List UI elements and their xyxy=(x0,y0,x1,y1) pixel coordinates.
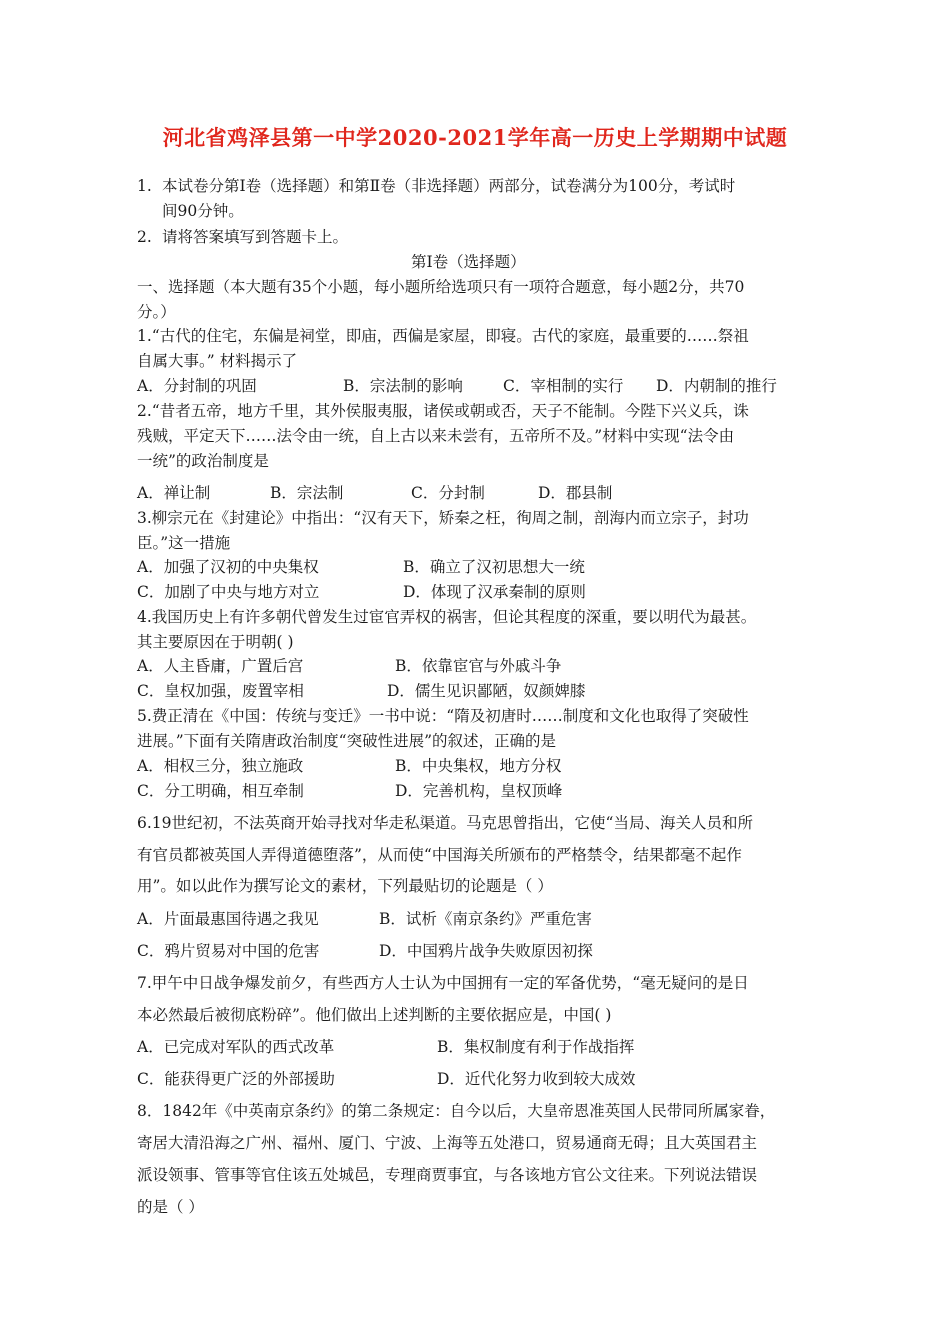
question-2-stem-cont2: 一统”的政治制度是 xyxy=(137,452,269,470)
question-1-stem-cont: 自属大事。” 材料揭示了 xyxy=(137,352,298,370)
question-7-option-d: D．近代化努力收到较大成效 xyxy=(437,1070,636,1088)
note-1-text-cont: 间90分钟。 xyxy=(162,202,244,220)
question-3-option-a: A．加强了汉初的中央集权 xyxy=(137,558,319,576)
question-4-stem: 4.我国历史上有许多朝代曾发生过宦官弄权的祸害，但论其程度的深重，要以明代为最甚。 xyxy=(137,608,757,626)
question-6-stem-cont: 有官员都被英国人弄得道德堕落”，从而使“中国海关所颁布的严格禁令，结果都毫不起作 xyxy=(137,846,742,864)
question-7-option-c: C．能获得更广泛的外部援助 xyxy=(137,1070,335,1088)
question-2-stem: 2.“昔者五帝，地方千里，其外侯服夷服，诸侯或朝或否，天子不能制。今陛下兴义兵，诛 xyxy=(137,402,749,420)
question-6-option-d: D．中国鸦片战争失败原因初探 xyxy=(379,942,593,960)
question-5-option-c: C．分工明确，相互牵制 xyxy=(137,782,304,800)
question-6-option-a: A．片面最惠国待遇之我见 xyxy=(137,910,319,928)
question-7-stem: 7.甲午中日战争爆发前夕，有些西方人士认为中国拥有一定的军备优势，“毫无疑问的是日 xyxy=(137,974,749,992)
question-8-stem-cont: 寄居大清沿海之广州、福州、厦门、宁波、上海等五处港口，贸易通商无碍；且大英国君主 xyxy=(137,1134,758,1152)
question-6-option-b: B．试析《南京条约》严重危害 xyxy=(379,910,592,928)
note-2-text: 请将答案填写到答题卡上。 xyxy=(162,228,349,246)
question-3-option-b: B．确立了汉初思想大一统 xyxy=(403,558,585,576)
question-6-stem-cont2: 用”。如以此作为撰写论文的素材，下列最贴切的论题是（ ） xyxy=(137,877,553,895)
note-1-number: 1. xyxy=(137,177,152,195)
question-6-stem: 6.19世纪初，不法英商开始寻找对华走私渠道。马克思曾指出，它使“当局、海关人员和所 xyxy=(137,814,753,832)
question-4-option-b: B．依靠宦官与外戚斗争 xyxy=(395,657,562,675)
question-2-stem-cont: 残贼，平定天下……法令由一统，自上古以来未尝有，五帝所不及。”材料中实现“法令由 xyxy=(137,427,735,445)
question-8-stem-cont3: 的是（ ） xyxy=(137,1198,204,1216)
instructions-cont: 分。） xyxy=(137,303,176,321)
question-4-option-a: A．人主昏庸，广置后宫 xyxy=(137,657,304,675)
question-1-stem: 1.“古代的住宅，东偏是祠堂，即庙，西偏是家屋，即寝。古代的家庭，最重要的……祭祖 xyxy=(137,327,749,345)
question-5-option-b: B．中央集权，地方分权 xyxy=(395,757,562,775)
question-4-stem-cont: 其主要原因在于明朝( ) xyxy=(137,633,294,651)
question-5-option-a: A．相权三分，独立施政 xyxy=(137,757,304,775)
question-1-option-b: B．宗法制的影响 xyxy=(343,377,463,395)
page-title: 河北省鸡泽县第一中学2020-2021学年高一历史上学期期中试题 xyxy=(162,125,788,150)
section-heading: 第Ⅰ卷（选择题） xyxy=(411,253,526,271)
question-5-stem-cont: 进展。”下面有关隋唐政治制度“突破性进展”的叙述，正确的是 xyxy=(137,732,557,750)
instructions: 一、选择题（本大题有35个小题，每小题所给选项只有一项符合题意，每小题2分，共70 xyxy=(137,278,745,296)
question-5-option-d: D．完善机构，皇权顶峰 xyxy=(395,782,563,800)
question-7-option-b: B．集权制度有利于作战指挥 xyxy=(437,1038,635,1056)
question-5-stem: 5.费正清在《中国：传统与变迁》一书中说：“隋及初唐时……制度和文化也取得了突破性 xyxy=(137,707,749,725)
note-2-number: 2. xyxy=(137,228,152,246)
question-8-stem: 8．1842年《中英南京条约》的第二条规定：自今以后，大皇帝恩准英国人民带同所属家眷， xyxy=(137,1102,776,1120)
question-6-option-c: C．鸦片贸易对中国的危害 xyxy=(137,942,320,960)
question-3-option-c: C．加剧了中央与地方对立 xyxy=(137,583,320,601)
question-2-option-a: A．禅让制 xyxy=(137,484,211,502)
question-4-option-d: D．儒生见识鄙陋，奴颜婢膝 xyxy=(387,682,586,700)
question-2-option-c: C．分封制 xyxy=(411,484,485,502)
question-3-stem-cont: 臣。”这一措施 xyxy=(137,534,231,552)
question-2-option-b: B．宗法制 xyxy=(270,484,344,502)
question-3-option-d: D．体现了汉承秦制的原则 xyxy=(403,583,586,601)
question-7-option-a: A．已完成对军队的西式改革 xyxy=(137,1038,335,1056)
question-2-option-d: D．郡县制 xyxy=(538,484,613,502)
question-1-option-a: A．分封制的巩固 xyxy=(137,377,257,395)
question-8-stem-cont2: 派设领事、管事等官住该五处城邑，专理商贾事宜，与各该地方官公文往来。下列说法错误 xyxy=(137,1166,758,1184)
question-3-stem: 3.柳宗元在《封建论》中指出：“汉有天下，矫秦之枉，徇周之制，剖海内而立宗子，封功 xyxy=(137,509,749,527)
note-1-text: 本试卷分第Ⅰ卷（选择题）和第Ⅱ卷（非选择题）两部分，试卷满分为100分，考试时 xyxy=(162,177,736,195)
question-1-option-c: C．宰相制的实行 xyxy=(503,377,624,395)
question-1-option-d: D．内朝制的推行 xyxy=(656,377,777,395)
question-7-stem-cont: 本必然最后被彻底粉碎”。他们做出上述判断的主要依据应是，中国( ) xyxy=(137,1006,612,1024)
question-4-option-c: C．皇权加强，废置宰相 xyxy=(137,682,304,700)
